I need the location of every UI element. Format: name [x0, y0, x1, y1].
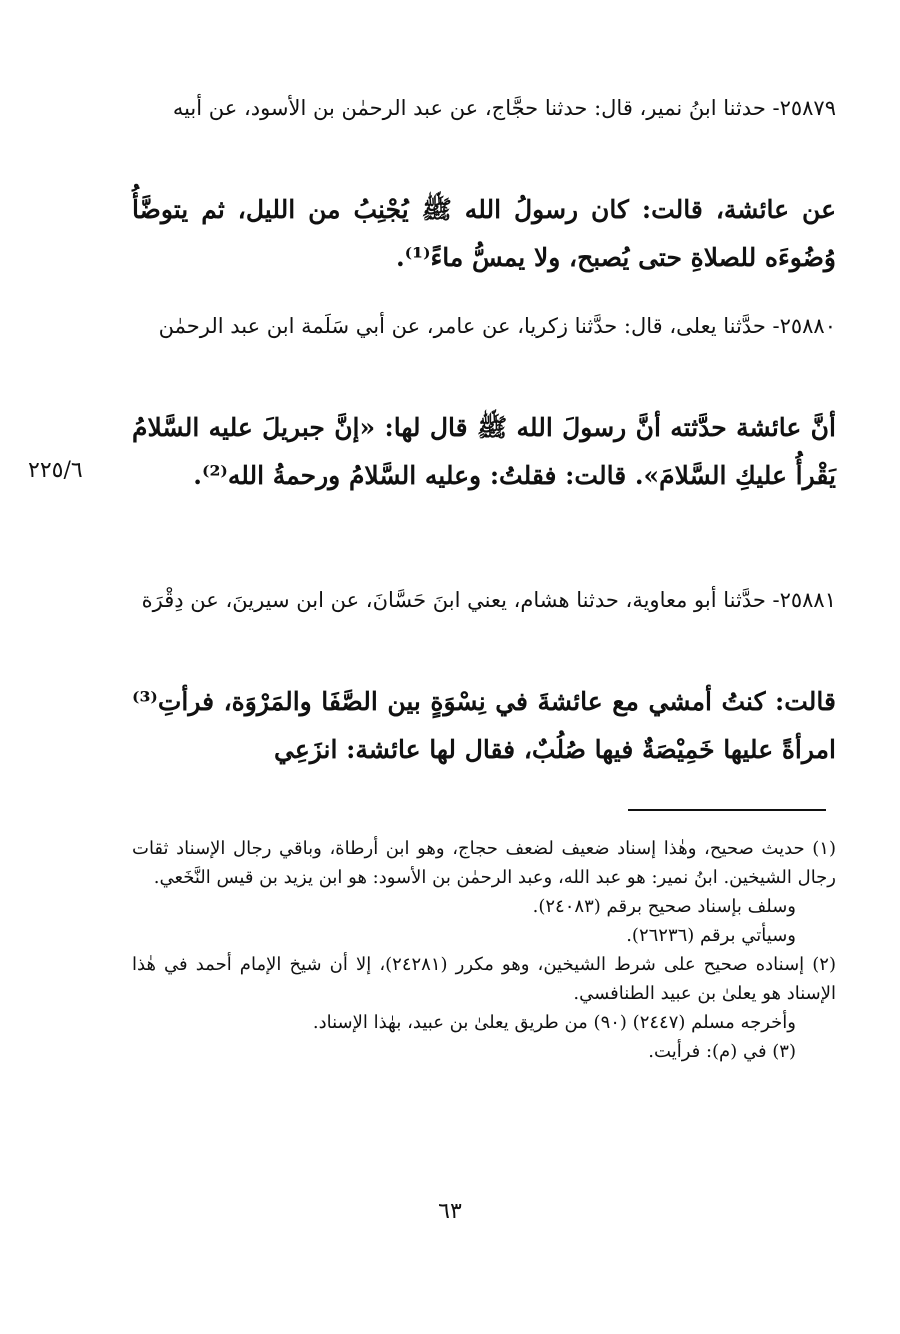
footnote-line: (١) حديث صحيح، وهٰذا إسناد ضعيف لضعف حجاج، وهو ابن أرطاة، وباقي رجال الإسناد ثقات رجال الشيخين. ابنُ نمير: هو عبد الله، وعبد الرحمٰن بن الأسود: هو ابن يزيد بن قيس النَّخَعي. — [132, 838, 836, 888]
footnote-line: وسيأتي برقم (٢٦٢٣٦). — [626, 925, 796, 946]
footnote-separator — [628, 809, 826, 811]
footnote-line: وسلف بإسناد صحيح برقم (٢٤٠٨٣). — [532, 896, 796, 917]
footnotes — [132, 834, 836, 1066]
page-number: ٦٣ — [438, 1199, 462, 1224]
hadith-25881-matn: قالت: كنتُ أمشي مع عائشةَ في نِسْوَةٍ بين الصَّفَا والمَرْوَة، فرأتِ⁽³⁾ امرأةً عليها خَمِيْصَةٌ فيها صُلُبٌ، فقال لها عائشة: انزَعِي — [132, 687, 836, 764]
hadith-25880-isnad: ٢٥٨٨٠- حدَّثنا يعلى، قال: حدَّثنا زكريا، عن عامر، عن أبي سَلَمة ابن عبد الرحمٰن — [158, 314, 836, 338]
footnote-line: وأخرجه مسلم (٢٤٤٧) (٩٠) من طريق يعلىٰ بن عبيد، بهٰذا الإسناد. — [312, 1012, 796, 1033]
hadith-25879-isnad: ٢٥٨٧٩- حدثنا ابنُ نمير، قال: حدثنا حجَّاج، عن عبد الرحمٰن بن الأسود، عن أبيه — [172, 96, 836, 120]
footnote-line: (٣) في (م): فرأيت. — [648, 1041, 796, 1062]
hadith-25880-matn: أنَّ عائشة حدَّثته أنَّ رسولَ الله ﷺ قال لها: «إنَّ جبريلَ عليه السَّلامُ يَقْرأُ عليكِ السَّلامَ». قالت: فقلتُ: وعليه السَّلامُ ورحمةُ الله⁽²⁾. — [132, 413, 836, 490]
footnote-line: (٢) إسناده صحيح على شرط الشيخين، وهو مكرر (٢٤٢٨١)، إلا أن شيخ الإمام أحمد في هٰذا الإسناد هو يعلىٰ بن عبيد الطنافسي. — [132, 954, 836, 1004]
margin-volume-page-reference: ٢٢٥/٦ — [28, 458, 83, 483]
hadith-25881-isnad: ٢٥٨٨١- حدَّثنا أبو معاوية، حدثنا هشام، يعني ابنَ حَسَّانَ، عن ابن سيرينَ، عن دِقْرَة — [141, 588, 836, 612]
hadith-25879-matn: عن عائشة، قالت: كان رسولُ الله ﷺ يُجْنِبُ من الليل، ثم يتوضَّأُ وُضُوءَه للصلاةِ حتى يُصبح، ولا يمسُّ ماءً⁽¹⁾. — [132, 195, 836, 272]
